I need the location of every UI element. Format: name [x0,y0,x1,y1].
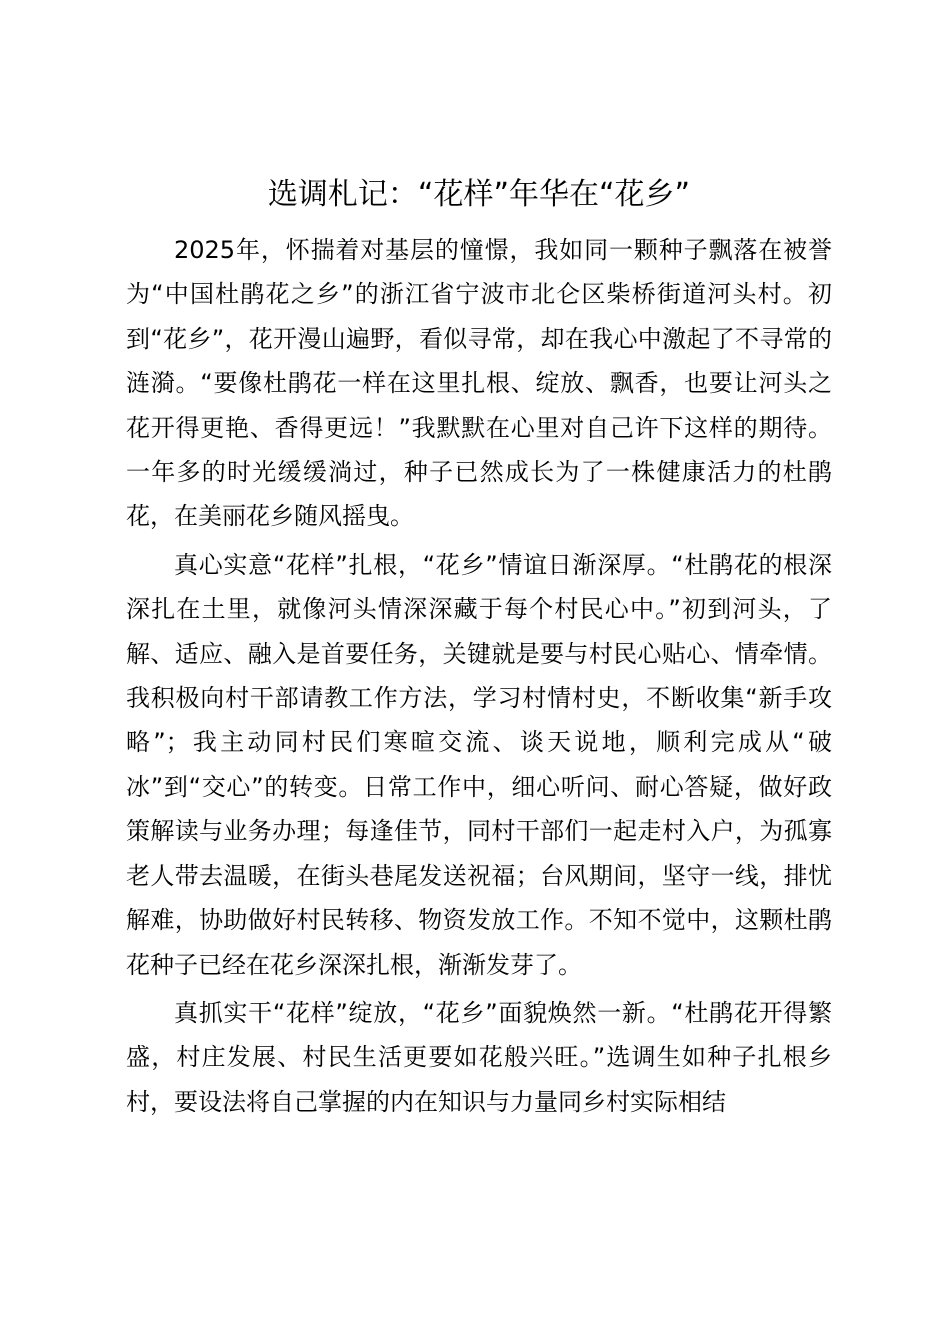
paragraph-rooting: 真心实意“花样”扎根，“花乡”情谊日渐深厚。“杜鹃花的根深深扎在土里，就像河头情深深藏于每个村民心中。”初到河头，了解、适应、融入是首要任务，关键就是要与村民心贴心、情牵情。我积极向村干部请教工作方法，学习村情村史，不断收集“新手攻略”；我主动同村民们寒暄交流、谈天说地，顺利完成从“破冰”到“交心”的转变。日常工作中，细心听问、耐心答疑，做好政策解读与业务办理；每逢佳节，同村干部们一起走村入户，为孤寡老人带去温暖，在街头巷尾发送祝福；台风期间，坚守一线，排忧解难，协助做好村民转移、物资发放工作。不知不觉中，这颗杜鹃花种子已经在花乡深深扎根，渐渐发芽了。 [126,550,832,979]
paragraph-intro: 2025年，怀揣着对基层的憧憬，我如同一颗种子飘落在被誉为“中国杜鹃花之乡”的浙江省宁波市北仑区柴桥街道河头村。初到“花乡”，花开漫山遍野，看似寻常，却在我心中激起了不寻常的涟漪。“要像杜鹃花一样在这里扎根、绽放、飘香，也要让河头之花开得更艳、香得更远！”我默默在心里对自己许下这样的期待。一年多的时光缓缓淌过，种子已然成长为了一株健康活力的杜鹃花，在美丽花乡随风摇曳。 [126,236,832,531]
document-page [126,172,832,1124]
document-title: 选调札记：“花样”年华在“花乡” [267,177,691,212]
paragraph-blooming: 真抓实干“花样”绽放，“花乡”面貌焕然一新。“杜鹃花开得繁盛，村庄发展、村民生活更要如花般兴旺。”选调生如种子扎根乡村，要设法将自己掌握的内在知识与力量同乡村实际相结 [126,998,832,1116]
